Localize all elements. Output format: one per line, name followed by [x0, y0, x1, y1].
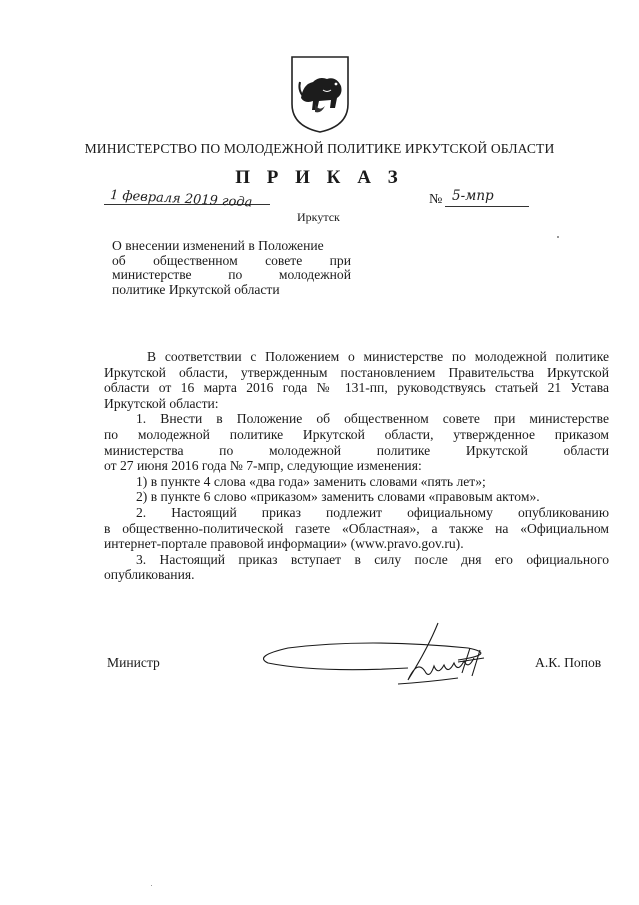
body-line: 3. Настоящий приказ вступает в силу после дня его официального: [136, 551, 609, 567]
subject-line: об общественном совете при: [112, 252, 351, 268]
coat-of-arms-icon: [289, 54, 351, 134]
subject-line: министерстве по молодежной: [112, 267, 351, 282]
scan-speck: [151, 885, 152, 886]
handwritten-signature: [258, 618, 508, 698]
ministry-name: МИНИСТЕРСТВО ПО МОЛОДЕЖНОЙ ПОЛИТИКЕ ИРКУТСКОЙ ОБЛАСТИ: [84, 141, 555, 156]
list-item: 2) в пункте 6 слово «приказом» заменить словами «правовым актом».: [136, 489, 540, 505]
body-line: интернет-портале правовой информации» (www.pravo.gov.ru).: [104, 536, 464, 552]
body-line: в общественно-политической газете «Областная», а также на «Официальном: [104, 520, 609, 536]
body-line: от 27 июня 2016 года № 7-мпр, следующие изменения:: [104, 458, 422, 474]
handwritten-order-number: 5-мпр: [452, 188, 494, 204]
number-sign: №: [429, 192, 443, 207]
subject-line: О внесении изменений в Положение: [112, 238, 324, 253]
body-line: министерства по молодежной политике Иркутской области: [104, 442, 609, 458]
handwritten-date: 1 февраля 2019 года: [109, 188, 253, 211]
body-line: 1. Внести в Положение об общественном совете при министерстве: [136, 411, 609, 427]
body-line: области от 16 марта 2016 года № 131-пп, руководствуясь статьей 21 Устава: [104, 380, 609, 396]
body-line: Иркутской области:: [104, 395, 219, 411]
body-line: по молодежной политике Иркутской области, утвержденное приказом: [104, 426, 609, 442]
scan-speck: [557, 236, 559, 238]
body-line: 2. Настоящий приказ подлежит официальному опубликованию: [136, 504, 609, 520]
signatory-title: Министр: [107, 655, 160, 670]
body-line: Иркутской области, утвержденным постановлением Правительства Иркутской: [104, 364, 609, 380]
list-item: 1) в пункте 4 слова «два года» заменить словами «пять лет»;: [136, 473, 486, 489]
order-body: [104, 349, 609, 583]
order-subject: [112, 239, 351, 297]
body-line: опубликования.: [104, 567, 195, 583]
number-underline: [445, 206, 529, 207]
body-line: В соответствии с Положением о министерстве по молодежной политике: [147, 349, 609, 364]
city-name: Иркутск: [297, 210, 340, 224]
subject-line: политике Иркутской области: [112, 281, 280, 297]
signatory-name: А.К. Попов: [535, 655, 602, 670]
document-type-title: П Р И К А З: [235, 167, 404, 188]
